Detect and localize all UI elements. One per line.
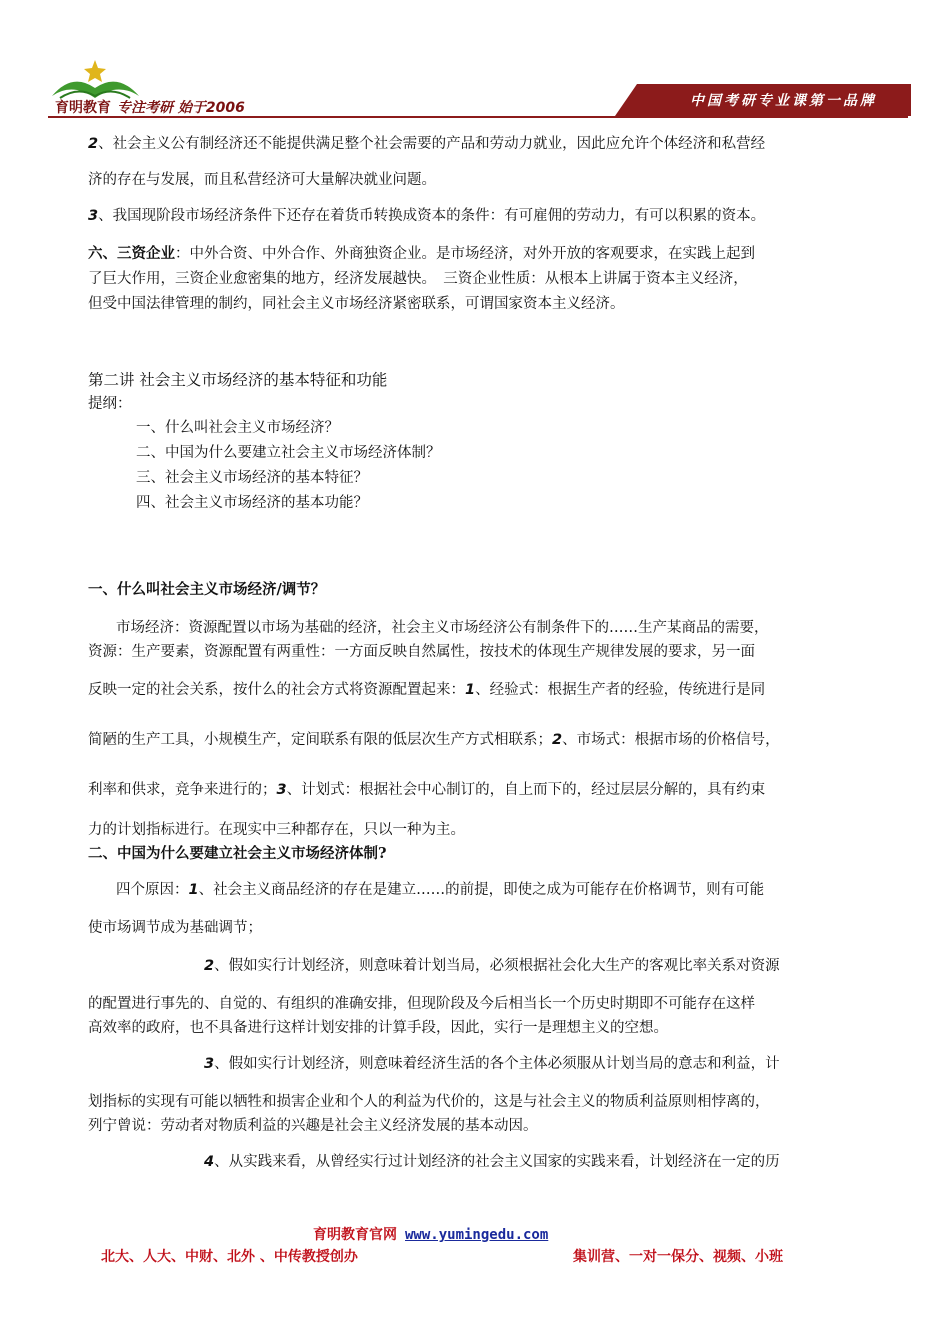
- section-2-line-2: 使市场调节成为基础调节；: [88, 920, 262, 936]
- section-1-line-6: 力的计划指标进行。在现实中三种都存在，只以一种为主。: [88, 822, 465, 838]
- list-number: 2: [552, 732, 563, 748]
- paragraph-2: [88, 204, 765, 228]
- section-1-line-2: 资源：生产要素，资源配置有两重性：一方面反映自然属性，按技术的体现生产规律发展的要求，另一面: [88, 644, 755, 660]
- section-1-title: 一、什么叫社会主义市场经济/调节？: [88, 581, 326, 598]
- text: 、假如实行计划经济，则意味着经济生活的各个主体必须服从计划当局的意志和利益，计: [214, 1056, 780, 1072]
- paragraph-1b: 济的存在与发展，而且私营经济可大量解决就业问题。: [88, 172, 436, 188]
- list-number: 1: [188, 882, 199, 898]
- list-number: 3: [276, 782, 287, 798]
- page-header: [0, 0, 950, 120]
- paragraph-3a: [88, 242, 755, 266]
- section-2-line-5: 高效率的政府，也不具备进行这样计划安排的计算手段，因此，实行一是理想主义的空想。: [88, 1020, 668, 1036]
- section-2-line-1: [116, 878, 764, 902]
- paragraph-text: 、我国现阶段市场经济条件下还存在着货币转换成资本的条件：有可雇佣的劳动力，有可以积累的资本。: [98, 208, 766, 224]
- section-2-line-4: 的配置进行事先的、自觉的、有组织的准确安排，但现阶段及今后相当长一个历史时期即不可能存在这样: [88, 996, 755, 1012]
- outline-item-4: 四、社会主义市场经济的基本功能？: [136, 495, 368, 511]
- paragraph-text: 、社会主义公有制经济还不能提供满足整个社会需要的产品和劳动力就业，因此应允许个体经济和私营经: [98, 136, 766, 152]
- section-2-line-9: [204, 1150, 780, 1174]
- section-2-line-7: 划指标的实现有可能以牺牲和损害企业和个人的利益为代价的，这是与社会主义的物质利益原则相悖离的，: [88, 1094, 770, 1110]
- section-2-line-6: [204, 1052, 780, 1076]
- outline-item-2: 二、中国为什么要建立社会主义市场经济体制？: [136, 445, 441, 461]
- section-1-line-4: [88, 728, 780, 752]
- paragraph-text: ：中外合资、中外合作、外商独资企业。是市场经济，对外开放的客观要求，在实践上起到: [175, 246, 755, 262]
- footer-site-link[interactable]: www.yumingedu.com: [405, 1227, 549, 1243]
- footer-founders-text: 北大、人大、中财、北外 、中传教授创办: [101, 1249, 358, 1265]
- text: 、经验式：根据生产者的经验，传统进行是同: [475, 682, 766, 698]
- outline-item-1: 一、什么叫社会主义市场经济？: [136, 420, 339, 436]
- text: 反映一定的社会关系，按什么的社会方式将资源配置起来：: [88, 682, 465, 698]
- text: 、计划式：根据社会中心制订的，自上而下的，经过层层分解的，具有约束: [286, 782, 766, 798]
- text: 、从实践来看，从曾经实行过计划经济的社会主义国家的实践来看，计划经济在一定的历: [214, 1154, 780, 1170]
- banner-slogan: 中国考研专业课第一品牌: [690, 93, 877, 109]
- section-2-line-8: 列宁曾说：劳动者对物质利益的兴趣是社会主义经济发展的基本动因。: [88, 1118, 538, 1134]
- brand-slogan: 专注考研 始于2006: [117, 100, 245, 116]
- text: 、市场式：根据市场的价格信号，: [562, 732, 780, 748]
- list-number: 2: [88, 136, 99, 152]
- text: 、假如实行计划经济，则意味着计划当局，必须根据社会化大生产的客观比率关系对资源: [214, 958, 780, 974]
- section-1-line-5: [88, 778, 765, 802]
- list-number: 3: [88, 208, 99, 224]
- list-number: 4: [204, 1154, 215, 1170]
- text: 、社会主义商品经济的存在是建立……的前提，即使之成为可能存在价格调节，则有可能: [198, 882, 765, 898]
- section-1-line-1: 市场经济：资源配置以市场为基础的经济，社会主义市场经济公有制条件下的……生产某商品的需要，: [116, 620, 769, 636]
- footer-site-label: 育明教育官网: [313, 1227, 397, 1243]
- text: 简陋的生产工具，小规模生产，定间联系有限的低层次生产方式相联系；: [88, 732, 552, 748]
- lecture-title: 第二讲 社会主义市场经济的基本特征和功能: [88, 371, 388, 389]
- brand-text: [55, 97, 245, 117]
- section-2-line-3: [204, 954, 780, 978]
- text: 四个原因：: [116, 882, 189, 898]
- section-1-line-3: [88, 678, 765, 702]
- outline-item-3: 三、社会主义市场经济的基本特征？: [136, 470, 368, 486]
- paragraph-3b: 了巨大作用，三资企业愈密集的地方，经济发展越快。 三资企业性质：从根本上讲属于资本主义经济，: [88, 271, 748, 287]
- outline-label: 提纲：: [88, 396, 132, 412]
- footer-services-text: 集训营、一对一保分、视频、小班: [573, 1249, 783, 1265]
- brand-name: 育明教育: [55, 100, 111, 116]
- list-number: 2: [204, 958, 215, 974]
- section-heading: 六、三资企业: [88, 245, 175, 262]
- paragraph-1a: [88, 132, 765, 156]
- section-2-title: 二、中国为什么要建立社会主义市场经济体制?: [88, 845, 387, 862]
- paragraph-3c: 但受中国法律管理的制约，同社会主义市场经济紧密联系，可谓国家资本主义经济。: [88, 296, 625, 312]
- list-number: 1: [465, 682, 476, 698]
- text: 利率和供求，竞争来进行的；: [88, 782, 277, 798]
- footer-site: [313, 1224, 548, 1244]
- list-number: 3: [204, 1056, 215, 1072]
- header-divider: [48, 116, 908, 118]
